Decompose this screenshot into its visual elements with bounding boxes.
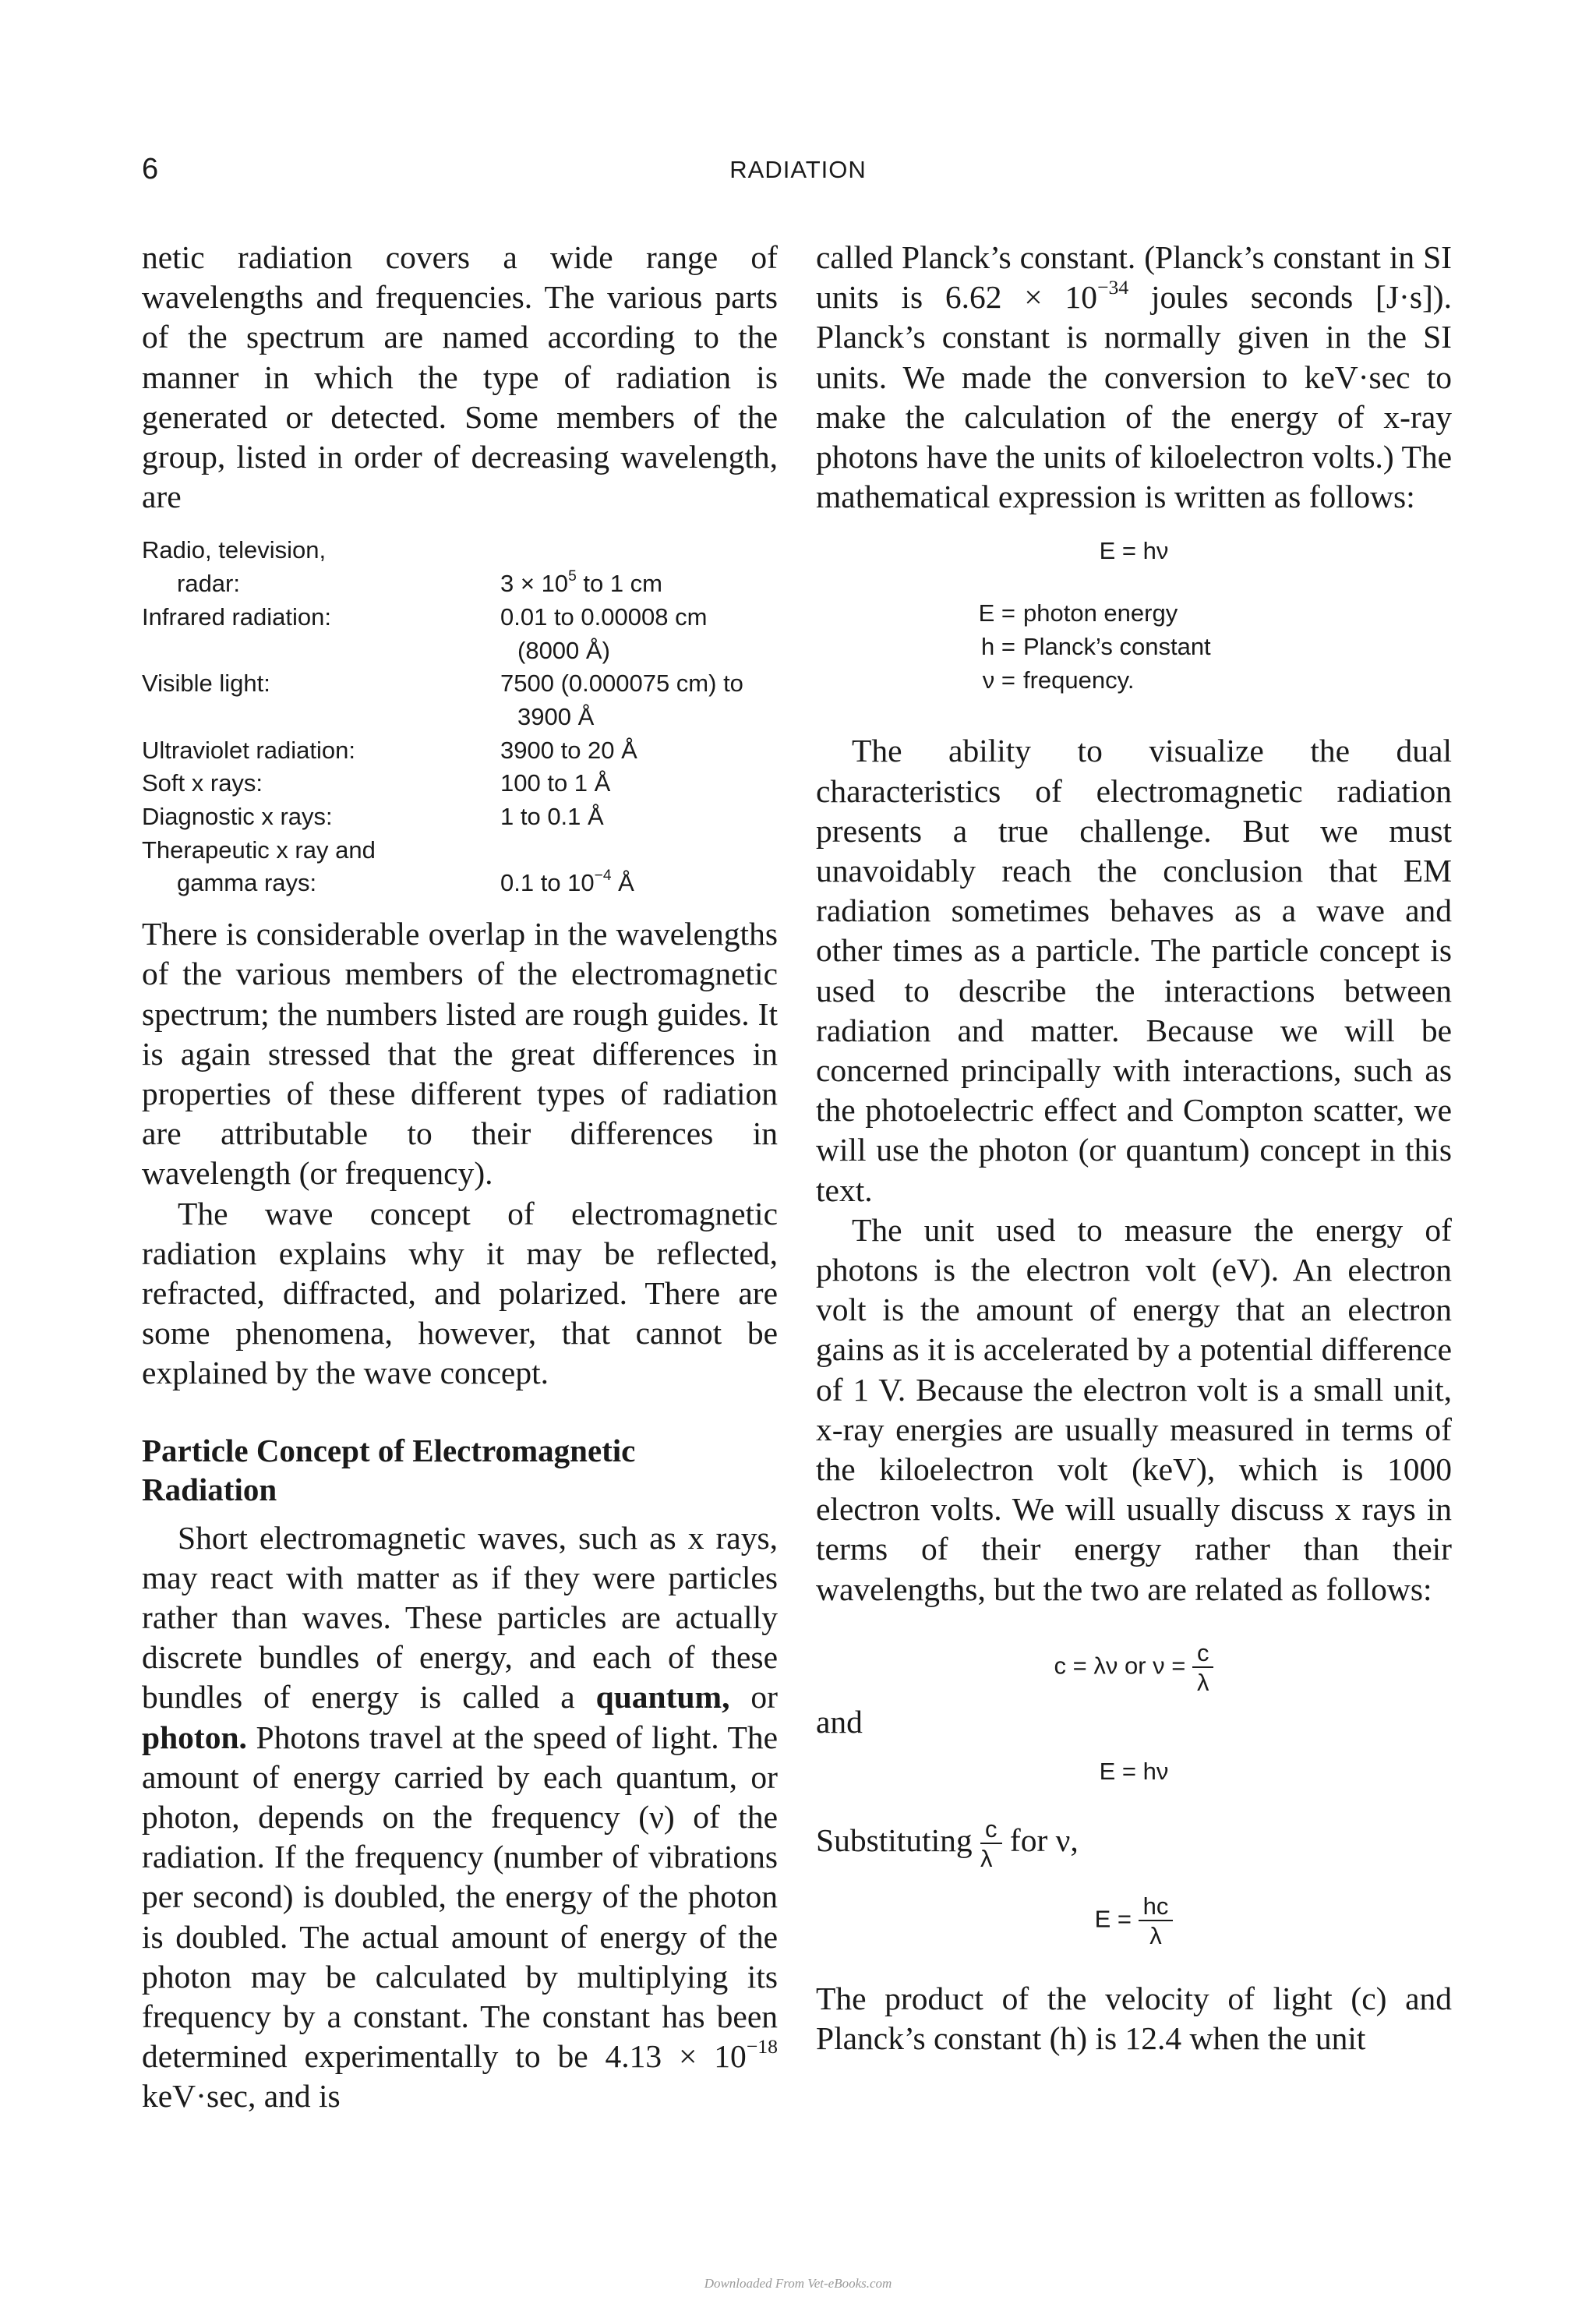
- def-text: Planck’s constant: [1023, 633, 1211, 661]
- footer-watermark: Downloaded From Vet-eBooks.com: [704, 2276, 892, 2291]
- spectrum-table: [142, 534, 778, 900]
- paragraph: The wave concept of electromagnetic radiation explains why it may be reflected, refracted, diffracted, and polarized. There are some phenomena, however, that cannot be explained by the wave concept.: [142, 1195, 778, 1391]
- spectrum-name: Soft x rays:: [142, 769, 263, 797]
- spectrum-range: (8000 Å): [517, 636, 610, 664]
- paragraph: The ability to visualize the dual characteristics of electromagnetic radiation presents a true challenge. But we must unavoidably reach the conclusion that EM radiation sometimes behaves as a wave and other times as a particle. The particle concept is used to describe the interactions between radiation and matter. Because we will be concerned principally with interactions, such as the photoelectric effect and Compton scatter, we will use the photon (or quantum) concept in this text.: [816, 733, 1452, 1208]
- left-column: [142, 238, 778, 2117]
- def-symbol: E =: [978, 599, 1015, 627]
- spectrum-row-diagnostic-xray: [142, 800, 778, 834]
- equation-energy: E = hν: [1099, 537, 1169, 565]
- spectrum-range: 3900 Å: [517, 702, 595, 730]
- spectrum-range: 100 to 1 Å: [500, 769, 611, 797]
- term-photon: photon.: [142, 1719, 247, 1755]
- term-quantum: quantum,: [595, 1679, 730, 1716]
- spectrum-name: radar:: [177, 570, 240, 598]
- section-heading: Particle Concept of Electromagnetic Radiation: [142, 1432, 636, 1507]
- def-text: photon energy: [1023, 599, 1178, 627]
- spectrum-name: Radio, television,: [142, 536, 327, 564]
- spectrum-name: gamma rays:: [177, 869, 317, 897]
- page-number: 6: [142, 153, 159, 186]
- spectrum-row-ultraviolet: [142, 734, 778, 768]
- connector-text: and: [816, 1703, 863, 1740]
- fraction: $\frac{c}{\lambda}$: [1192, 1641, 1214, 1694]
- spectrum-range: 0.01 to 0.00008 cm: [500, 602, 708, 631]
- spectrum-name: Diagnostic x rays:: [142, 803, 333, 831]
- spectrum-range: 1 to 0.1 Å: [500, 803, 604, 831]
- equation-energy-hc: E = $\frac{hc}{\lambda}$: [816, 1894, 1452, 1948]
- spectrum-row-soft-xray: [142, 767, 778, 800]
- fraction: $\frac{hc}{\lambda}$: [1139, 1894, 1174, 1948]
- equation-definitions: [816, 596, 1452, 697]
- spectrum-name: Visible light:: [142, 670, 270, 698]
- right-column: [816, 238, 1452, 2059]
- paragraph: Short electromagnetic waves, such as x rays, may react with matter as if they were particles rather than waves. These particles are actually discrete bundles of energy, and each of these bundles of energy is called a quantum, or photon. Photons travel at the speed of light. The amount of energy carried by each quantum, or photon, depends on the frequency (ν) of the radiation. If the frequency (number of vibrations per second) is doubled, the energy of the photon is doubled. The actual amount of energy of the photon may be calculated by multiplying its frequency by a constant. The constant has been determined experimentally to be $4.13 \times 10^{-18}$ keV·sec, and is: [142, 1519, 778, 2115]
- fraction: $\frac{c}{\lambda}$: [980, 1817, 1002, 1871]
- equation-wavelength: c = λν or ν = $\frac{c}{\lambda}$: [816, 1641, 1452, 1694]
- spectrum-row-therapeutic: [142, 834, 778, 900]
- def-text: frequency.: [1023, 666, 1135, 694]
- substitution-text: Substituting $\frac{c}{\lambda}$ for ν,: [816, 1815, 1079, 1873]
- spectrum-name: Ultraviolet radiation:: [142, 736, 355, 764]
- running-head: RADIATION: [729, 156, 867, 183]
- spectrum-range: 3900 to 20 Å: [500, 736, 637, 764]
- paragraph: netic radiation covers a wide range of wavelengths and frequencies. The various parts of the spectrum are named according to the manner in which the type of radiation is generated or detected. Some members of the group, listed in order of decreasing wavelength, are: [142, 239, 778, 515]
- spectrum-range: 7500 (0.000075 cm) to: [500, 670, 743, 698]
- def-symbol: ν =: [982, 666, 1015, 694]
- spectrum-row-radio: [142, 534, 778, 600]
- paragraph: The product of the velocity of light (c) and Planck’s constant (h) is 12.4 when the unit: [816, 1981, 1452, 2057]
- def-symbol: h =: [981, 633, 1015, 661]
- spectrum-range: $3 \times 10^5$ to 1 cm: [500, 567, 663, 598]
- spectrum-name: Infrared radiation:: [142, 602, 331, 631]
- spectrum-range: 0.1 to $10^{-4}$ Å: [500, 868, 634, 897]
- paragraph: There is considerable overlap in the wavelengths of the various members of the electromagnetic spectrum; the numbers listed are rough guides. It is again stressed that the great differences in properties of these different types of radiation are attributable to their differences in wavelength (or frequency).: [142, 916, 778, 1192]
- paragraph: The unit used to measure the energy of photons is the electron volt (eV). An electron volt is the amount of energy that an electron gains as it is accelerated by a potential difference of 1 V. Because the electron volt is a small unit, x-ray energies are usually measured in terms of the kiloelectron volt (keV), which is 1000 electron volts. We will usually discuss x rays in terms of their energy rather than their wavelengths, but the two are related as follows:: [816, 1211, 1452, 1607]
- equation-energy: E = hν: [1099, 1758, 1169, 1786]
- paragraph: called Planck’s constant. (Planck’s constant in SI units is $6.62 \times 10^{-34}$ joules seconds [J·s]). Planck’s constant is normally given in the SI units. We made the conversion to keV·sec to make the calculation of the energy of x-ray photons have the units of kiloelectron volts.) The mathematical expression is written as follows:: [816, 239, 1452, 515]
- spectrum-name: Therapeutic x ray and: [142, 836, 376, 864]
- spectrum-row-visible: [142, 667, 778, 733]
- spectrum-row-infrared: [142, 601, 778, 667]
